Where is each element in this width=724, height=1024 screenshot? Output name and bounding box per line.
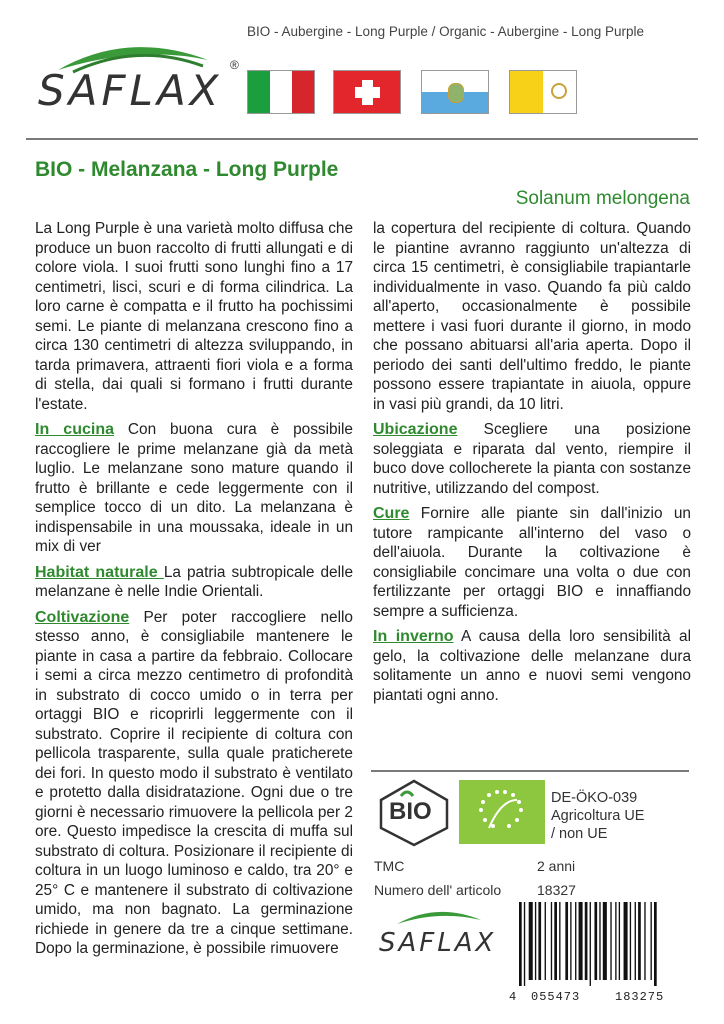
registered-mark: ®	[230, 58, 239, 72]
barcode-bar	[545, 902, 546, 980]
cure-text: Fornire alle piante sin dall'inizio un tutore rampicante all'interno del vaso o dell'aiuola. Durante la coltivazione è consigliabile concimare una volta o due con fertilizzante per ortaggi BIO e innaffiando sempre a sufficienza.	[373, 505, 691, 620]
barcode-bar	[585, 902, 588, 980]
barcode-bar	[603, 902, 607, 980]
barcode-bar	[638, 902, 641, 980]
barcode-bar	[619, 902, 620, 980]
habitat-heading: Habitat naturale	[35, 563, 164, 581]
inverno-section	[373, 627, 691, 705]
barcode-bar	[551, 902, 552, 980]
barcode-bar	[630, 902, 631, 980]
barcode-bar	[635, 902, 636, 980]
barcode-digits-2: 055473	[531, 990, 581, 1004]
cure-section	[373, 504, 691, 621]
cucina-text: Con buona cura è possibile raccogliere le prime melanzane già da metà luglio. Le melanzane sono mature quando il frutto è brillante e cede leggermente con il semplice tocco di un dito. La melanzana è indispensabile in una moussaka, ideale in un mix di ver	[35, 421, 353, 555]
saflax-footer-logo	[377, 902, 499, 974]
header-divider	[26, 138, 698, 140]
tmc-value: 2 anni	[537, 858, 576, 874]
product-title: BIO - Melanzana - Long Purple	[35, 158, 339, 181]
bio-seal-label: BIO	[389, 798, 432, 825]
vatican-flag-icon	[509, 70, 577, 114]
barcode	[509, 902, 689, 1015]
italy-flag-icon	[247, 70, 315, 114]
footer-brand-name: SAFLAX	[379, 928, 497, 958]
san-marino-flag-icon	[421, 70, 489, 114]
inverno-text: A causa della loro sensibilità al gelo, la coltivazione delle melanzane dura solitamente un anno e nuovi semi vengono piantati ogni anno.	[373, 628, 691, 704]
right-column	[373, 219, 691, 711]
barcode-digit-1: 4	[509, 990, 517, 1004]
certification-box	[371, 770, 689, 1015]
barcode-bar	[590, 902, 591, 986]
header-product-line: BIO - Aubergine - Long Purple / Organic - Aubergine - Long Purple	[247, 24, 644, 39]
ubicazione-section	[373, 420, 691, 498]
cert-origin: / non UE	[551, 826, 608, 842]
bio-seal-icon	[377, 778, 451, 848]
barcode-bar	[599, 902, 600, 980]
barcode-bar	[535, 902, 536, 980]
box-divider	[371, 770, 689, 772]
cucina-section	[35, 420, 353, 557]
barcode-bar	[529, 902, 533, 980]
barcode-bar	[519, 902, 522, 986]
cert-agriculture: Agricoltura UE	[551, 808, 645, 824]
cure-heading: Cure	[373, 505, 410, 522]
cert-code: DE-ÖKO-039	[551, 790, 638, 806]
barcode-bar	[624, 902, 628, 980]
latin-name: Solanum melongena	[515, 188, 690, 209]
barcode-bar	[570, 902, 571, 980]
habitat-section	[35, 563, 353, 602]
barcode-bar	[654, 902, 657, 986]
coltivazione-heading: Coltivazione	[35, 608, 130, 626]
article-number-label: Numero dell' articolo	[374, 882, 502, 898]
barcode-bar	[575, 902, 576, 980]
brand-name: SAFLAX	[38, 66, 223, 115]
barcode-bar	[559, 902, 560, 980]
coltivazione-section	[35, 608, 353, 959]
inverno-heading: In inverno	[373, 628, 454, 645]
ubicazione-heading: Ubicazione	[373, 421, 458, 438]
tmc-label: TMC	[374, 858, 405, 874]
barcode-bar	[615, 902, 616, 980]
continued-paragraph: la copertura del recipiente di coltura. Quando le piantine avranno raggiunto un'altezza di circa 15 centimetri, è consigliabile trapiantarle individualmente in vaso. Quando fa più caldo all'aperto, occasionalmente è possibile mettere i vasi fuori durante il giorno, in modo che possano abituarsi all'aria aperta. Dopo il periodo dei santi dell'ultimo freddo, le piante possono essere trapiantate in aiuola, oppure in vasi più grandi, da 10 litri.	[373, 220, 691, 413]
saflax-logo	[18, 30, 248, 120]
barcode-digits-3: 183275	[615, 990, 665, 1004]
intro-paragraph: La Long Purple è una varietà molto diffusa che produce un buon raccolto di frutti allungati e di colore viola. I suoi frutti sono lunghi fino a 17 centimetri, lisci, scuri e di forma cilindrica. La loro carne è compatta e il frutto ha pochissimi semi. Le piante di melanzana crescono fino a circa 130 centimetri di altezza sviluppando, in tarda primavera, attraenti fiori viola e a forma di stella, dai quali si formano i frutti durante l'estate.	[35, 220, 354, 413]
barcode-bar	[538, 902, 541, 980]
barcode-bar	[610, 902, 611, 980]
habitat-text: La patria subtropicale delle melanzane è nelle Indie Orientali.	[35, 563, 354, 600]
barcode-bar	[554, 902, 557, 980]
barcode-bar	[579, 902, 583, 980]
barcode-bar	[651, 902, 652, 980]
eu-organic-leaf-icon	[459, 780, 545, 844]
left-column	[35, 219, 353, 965]
barcode-bar	[565, 902, 568, 980]
ubicazione-text: Scegliere una posizione soleggiata e riparata dal vento, riempire il buco dove collocherete la pianta con sostanze nutritive, utilizzando del compost.	[373, 421, 691, 497]
cucina-heading: In cucina	[35, 421, 114, 438]
article-number-value: 18327	[537, 882, 576, 898]
barcode-bar	[594, 902, 597, 980]
switzerland-flag-icon	[333, 70, 401, 114]
barcode-bar	[644, 902, 645, 980]
coltivazione-text: Per poter raccogliere nello stesso anno, è consigliabile mantenere le piante in casa a partire da febbraio. Collocare i semi a circa mezzo centimetro di profondità in substrato di cocco umido o in terra per ortaggi BIO e ricoprirli leggermente con il substrato. Coprire il recipiente di coltura con pellicola trasparente, sulla quale praticherete dei fori. In questo modo il substrato è ventilato e protetto dalla disidratazione. Ogni due o tre giorni è necessario rimuovere la pellicola per 2 ore. Questo impedisce la crescita di muffa sul substrato di coltura. Posizionare il recipiente di coltura in un luogo luminoso e caldo, tra 20° e 25° C e mantenere il substrato di coltivazione umido, ma non bagnato. La germinazione richiede in genere da tre a cinque settimane. Dopo la germinazione, è possibile rimuovere	[35, 608, 353, 957]
barcode-bar	[524, 902, 525, 986]
